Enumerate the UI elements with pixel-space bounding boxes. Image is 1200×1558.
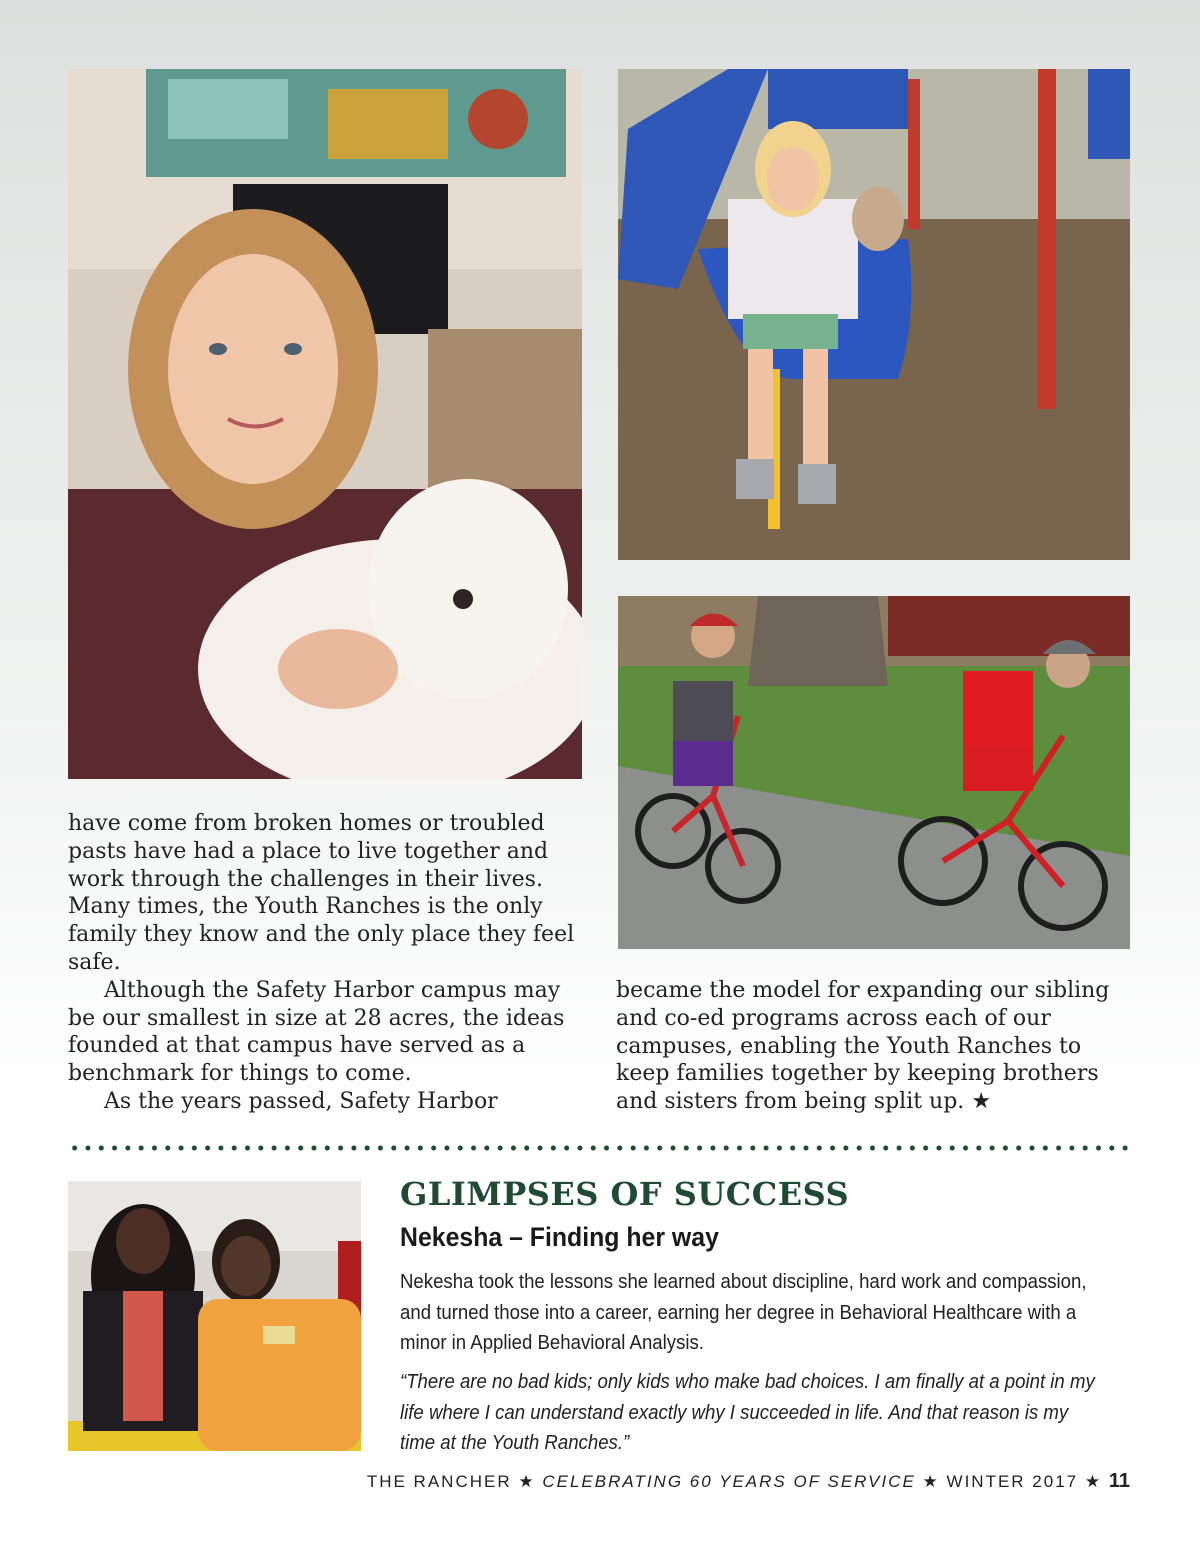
page-number: 11 bbox=[1108, 1470, 1130, 1492]
photo-girl-with-dog bbox=[68, 69, 582, 779]
story-body: Nekesha took the lessons she learned about discipline, hard work and compassion, and turned those into a career, earning her degree in Behavioral Healthcare with a minor in Applied Behavioral Analysis. bbox=[400, 1271, 1087, 1354]
footer-issue: WINTER 2017 bbox=[946, 1472, 1079, 1491]
article-paragraph: have come from broken homes or troubled pasts have had a place to live together and work through the challenges in their lives. Many times, the Youth Ranches is the only family they know and the only place they feel safe. bbox=[68, 811, 575, 975]
story-quote: “There are no bad kids; only kids who make bad choices. I am finally at a point in my life where I can understand exactly why I succeeded in life. And that reason is my time at the Youth Ranches.” bbox=[400, 1371, 1095, 1454]
photo-two-women bbox=[68, 1181, 361, 1451]
star-icon: ★ bbox=[1084, 1472, 1103, 1491]
star-icon: ★ bbox=[971, 1089, 992, 1115]
story-title: Nekesha – Finding her way bbox=[400, 1222, 719, 1252]
star-icon: ★ bbox=[518, 1472, 536, 1491]
article-paragraph: Although the Safety Harbor campus may be our smallest in size at 28 acres, the ideas founded at that campus have served as a benchmark for things to come. bbox=[68, 977, 565, 1087]
article-left-column bbox=[68, 810, 588, 1116]
star-icon: ★ bbox=[922, 1472, 940, 1491]
article-paragraph bbox=[616, 977, 1136, 1116]
photo-boys-riding-bikes bbox=[618, 596, 1130, 949]
photo-playground-children bbox=[618, 69, 1130, 560]
article-paragraph: As the years passed, Safety Harbor bbox=[104, 1088, 498, 1114]
page-footer bbox=[367, 1470, 1130, 1493]
article-right-column bbox=[616, 977, 1136, 1116]
footer-publication: THE RANCHER bbox=[366, 1472, 512, 1491]
section-heading: GLIMPSES OF SUCCESS bbox=[400, 1175, 850, 1213]
article-paragraph-text: became the model for expanding our sibling and co-ed programs across each of our campuses, enabling the Youth Ranches to keep families together by keeping brothers and sisters from being split up. bbox=[616, 978, 1110, 1115]
footer-tagline: CELEBRATING 60 YEARS OF SERVICE bbox=[542, 1472, 916, 1491]
dotted-divider bbox=[68, 1143, 1132, 1153]
